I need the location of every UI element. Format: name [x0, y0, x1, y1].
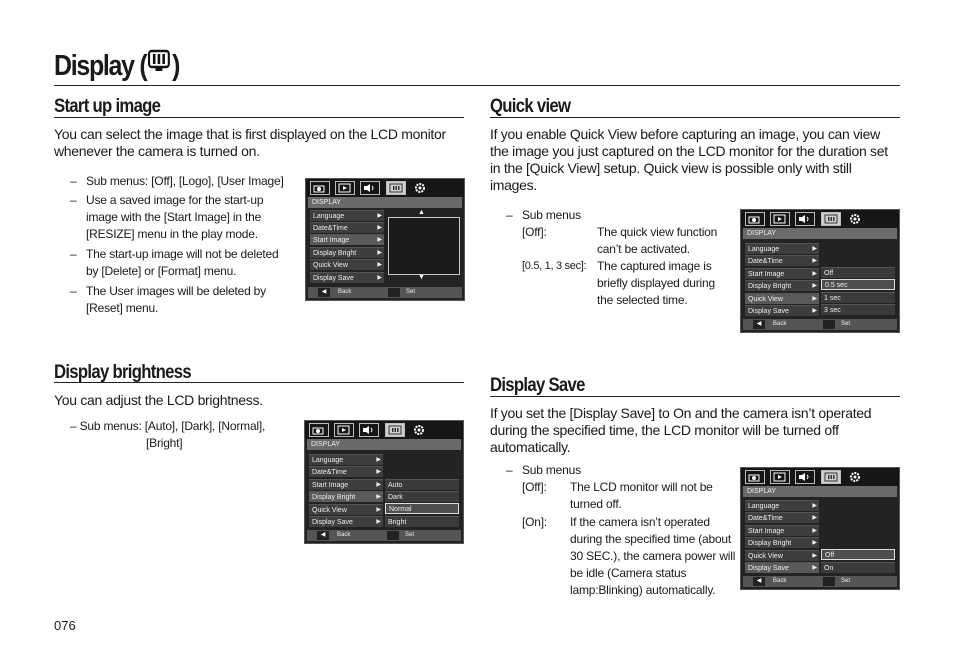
play-mode-icon [770, 470, 790, 484]
set-label: Set [841, 578, 851, 584]
quick-view-para: If you enable Quick View before capturing an image, you can view the image you just captured on the LCD monitor for the duration set in the [Quick View] setup. Quick view is possible only with still images. [490, 126, 888, 193]
set-button-icon [823, 577, 835, 586]
display-tab-icon [386, 181, 406, 195]
quick-view-key: [0.5, 1, 3 sec]: [522, 260, 587, 272]
lcd-option-selected: 0.5 sec [821, 279, 895, 290]
quick-view-key: [Off]: [522, 225, 547, 239]
image-preview [388, 217, 460, 275]
display-save-heading: Display Save [490, 375, 585, 396]
lcd-option-selected: Normal [385, 503, 459, 514]
lcd-menu-item: Display Save ▶ [310, 272, 384, 283]
lcd-menu-item: Start Image ▶ [309, 479, 383, 490]
arrow-up-icon: ▲ [418, 209, 425, 216]
lcd-menu-item: Display Save ▶ [309, 516, 383, 527]
lcd-menu-item: Display Save ▶ [745, 305, 819, 316]
display-save-para: If you set the [Display Save] to On and the camera isn’t operated during the specified time, the LCD monitor will be turned off automatically. [490, 405, 872, 455]
sound-icon [795, 470, 815, 484]
lcd-menu-item: Quick View ▶ [745, 293, 819, 304]
lcd-footer [307, 530, 461, 541]
brightness-para: You can adjust the LCD brightness. [54, 392, 263, 408]
display-tab-icon [821, 212, 841, 226]
display-icon [148, 48, 170, 81]
start-up-bullet: – Use a saved image for the start-up image with the [Start Image] in the [RESIZE] menu in the play mode. [70, 193, 264, 241]
brightness-rule [54, 382, 464, 383]
camera-mode-icon [745, 212, 765, 226]
display-tab-icon [821, 470, 841, 484]
camera-mode-icon [309, 423, 329, 437]
lcd-menu-item: Quick View ▶ [745, 550, 819, 561]
back-label: Back [337, 532, 351, 538]
title-suffix: ) [172, 50, 180, 82]
play-mode-icon [334, 423, 354, 437]
title-text: Display ( [54, 50, 147, 82]
lcd-option: Bright [385, 516, 459, 527]
lcd-menu-item: Start Image ▶ [745, 525, 819, 536]
lcd-tab-bar [305, 421, 463, 439]
settings-icon [846, 470, 866, 484]
sound-icon [359, 423, 379, 437]
back-arrow-icon: ◀ [318, 288, 330, 297]
lcd-option: 3 sec [821, 304, 895, 315]
lcd-option: 1 sec [821, 292, 895, 303]
lcd-menu-item: Display Bright ▶ [745, 280, 819, 291]
display-save-key: [On]: [522, 515, 548, 529]
lcd-menu-item: Display Save ▶ [745, 562, 819, 573]
display-save-desc: If the camera isn’t operated during the specified time (about 30 SEC.), the camera power will be idle (Camera status lamp:Blinking) automatically. [570, 515, 736, 597]
display-save-rule [490, 396, 900, 397]
lcd-menu-item: Display Bright ▶ [745, 537, 819, 548]
back-label: Back [773, 321, 787, 327]
lcd-tab-bar [306, 179, 464, 197]
lcd-footer [743, 319, 897, 330]
camera-mode-icon [310, 181, 330, 195]
lcd-menu-item: Date&Time ▶ [310, 222, 384, 233]
start-up-bullet: – The User images will be deleted by [Reset] menu. [70, 284, 266, 315]
back-arrow-icon: ◀ [753, 577, 765, 586]
back-arrow-icon: ◀ [753, 320, 765, 329]
lcd-menu-item: Quick View ▶ [309, 504, 383, 515]
play-mode-icon [770, 212, 790, 226]
settings-icon [411, 181, 431, 195]
lcd-menu-item: Start Image ▶ [310, 234, 384, 245]
brightness-submenu-cont: [Bright] [146, 436, 183, 450]
set-label: Set [406, 289, 416, 295]
back-arrow-icon: ◀ [317, 531, 329, 540]
lcd-tab-bar [741, 468, 899, 486]
lcd-menu-item: Language ▶ [745, 243, 819, 254]
camera-mode-icon [745, 470, 765, 484]
title-rule [54, 85, 900, 86]
lcd-option: Dark [385, 491, 459, 502]
lcd-footer [743, 576, 897, 587]
quick-view-desc: The captured image is briefly displayed during the selected time. [597, 259, 715, 307]
display-save-key: [Off]: [522, 480, 547, 494]
lcd-screen-brightness [304, 420, 464, 544]
lcd-option: Auto [385, 479, 459, 490]
quick-view-rule [490, 117, 900, 118]
lcd-menu-item: Language ▶ [309, 454, 383, 465]
back-label: Back [338, 289, 352, 295]
set-button-icon [388, 288, 400, 297]
lcd-menu-item: Date&Time ▶ [745, 255, 819, 266]
display-save-desc: The LCD monitor will not be turned off. [570, 480, 713, 511]
set-button-icon [823, 320, 835, 329]
lcd-tab-bar [741, 210, 899, 228]
lcd-option-selected: Off [821, 549, 895, 560]
lcd-menu-item: Display Bright ▶ [309, 491, 383, 502]
back-label: Back [773, 578, 787, 584]
set-button-icon [387, 531, 399, 540]
lcd-menu-item: Quick View ▶ [310, 259, 384, 270]
start-up-bullet: – The start-up image will not be deleted by [Delete] or [Format] menu. [70, 247, 279, 278]
display-tab-icon [385, 423, 405, 437]
sound-icon [795, 212, 815, 226]
page-title [54, 50, 179, 84]
lcd-header: DISPLAY [743, 228, 897, 239]
settings-icon [410, 423, 430, 437]
lcd-option: Off [821, 267, 895, 278]
start-up-para: You can select the image that is first displayed on the LCD monitor whenever the camera is turned on. [54, 126, 446, 159]
set-label: Set [841, 321, 851, 327]
lcd-header: DISPLAY [308, 197, 462, 208]
quick-view-desc: The quick view function can’t be activated. [597, 225, 718, 256]
lcd-menu-item: Date&Time ▶ [309, 466, 383, 477]
lcd-footer [308, 287, 462, 298]
lcd-screen-quickview [740, 209, 900, 333]
play-mode-icon [335, 181, 355, 195]
lcd-header: DISPLAY [307, 439, 461, 450]
start-up-rule [54, 117, 464, 118]
lcd-screen-startup [305, 178, 465, 301]
settings-icon [846, 212, 866, 226]
brightness-submenu: – Sub menus: [Auto], [Dark], [Normal], [70, 419, 266, 433]
sound-icon [360, 181, 380, 195]
set-label: Set [405, 532, 415, 538]
lcd-menu-item: Language ▶ [310, 210, 384, 221]
brightness-heading: Display brightness [54, 362, 191, 383]
lcd-screen-displaysave [740, 467, 900, 590]
lcd-menu-item: Date&Time ▶ [745, 512, 819, 523]
lcd-menu-item: Display Bright ▶ [310, 247, 384, 258]
start-up-heading: Start up image [54, 96, 161, 117]
quick-view-heading: Quick view [490, 96, 571, 117]
arrow-down-icon: ▼ [418, 274, 425, 281]
page-number: 076 [54, 618, 76, 633]
lcd-option: On [821, 562, 895, 573]
lcd-menu-item: Language ▶ [745, 500, 819, 511]
lcd-menu-item: Start Image ▶ [745, 268, 819, 279]
lcd-header: DISPLAY [743, 486, 897, 497]
